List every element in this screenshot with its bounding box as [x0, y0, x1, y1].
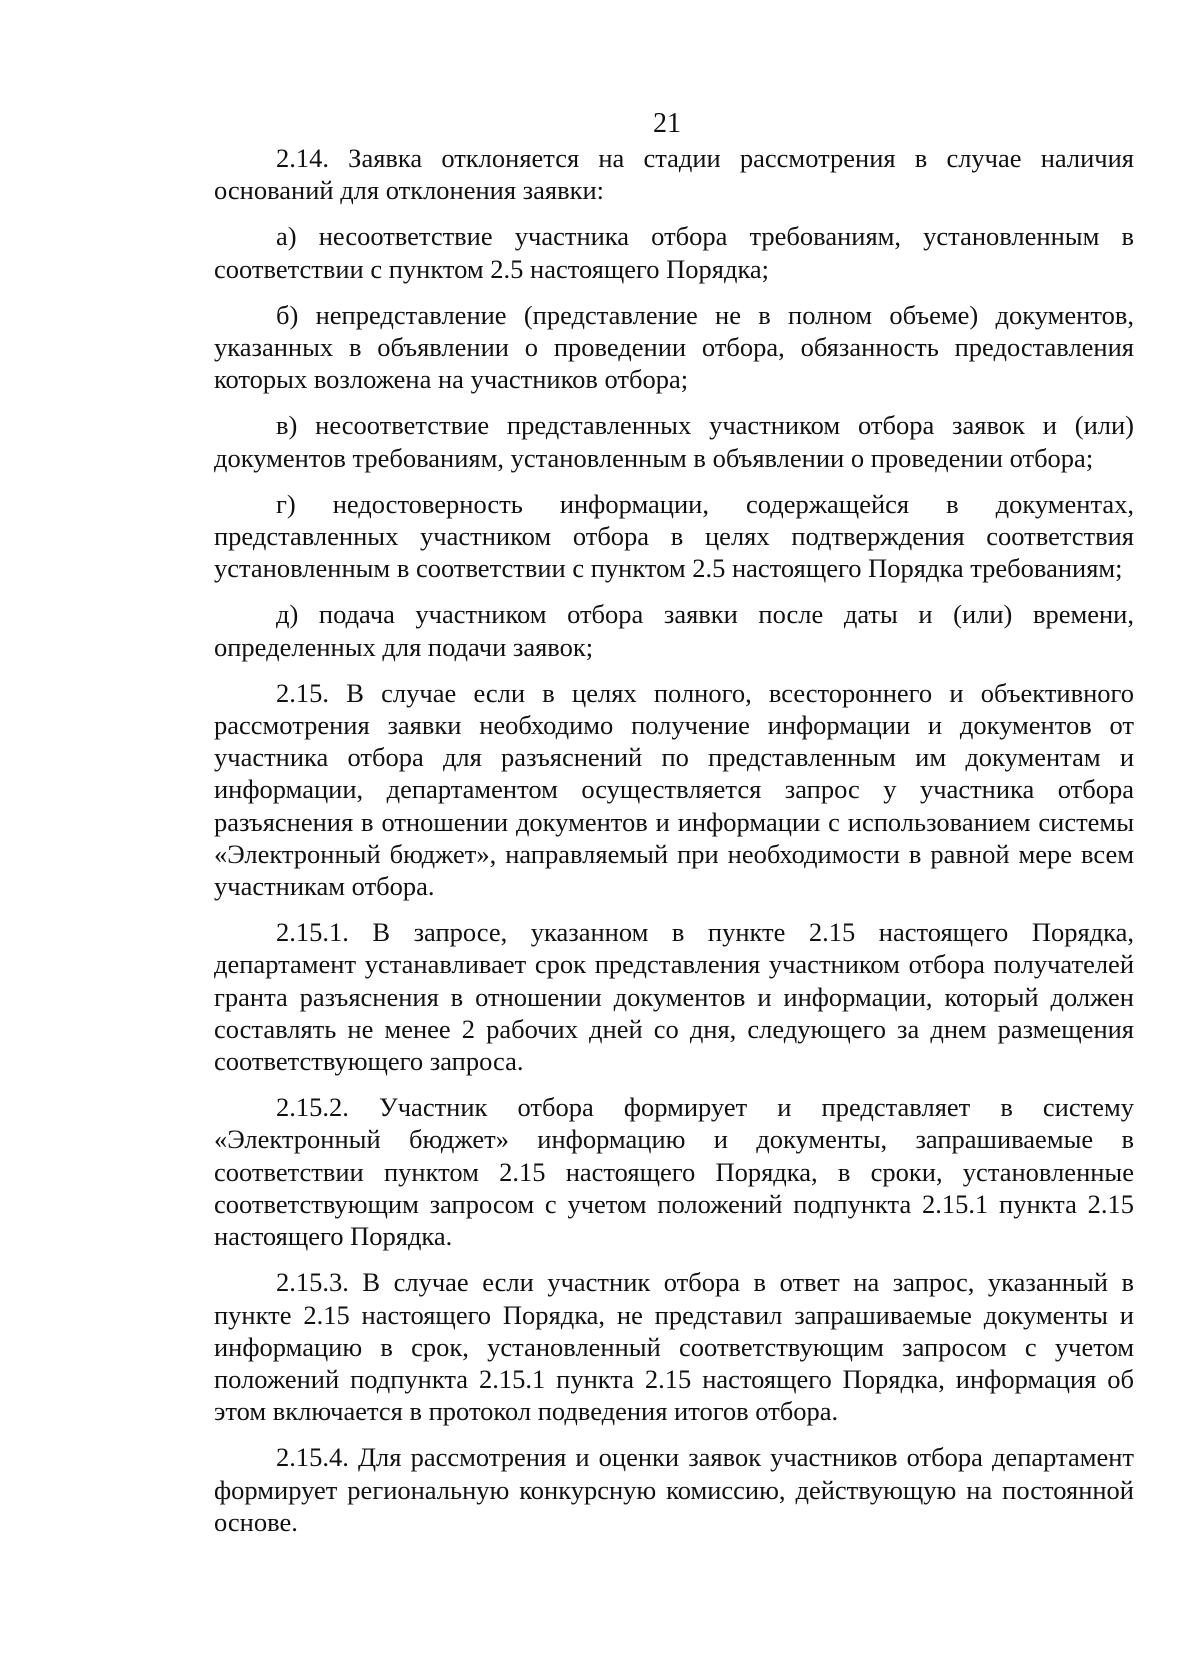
page-number: 21 — [653, 108, 681, 139]
paragraph-item-v: в) несоответствие представленных участником отбора заявок и (или) документов требованиям, установленным в объявлении о проведении отбора; — [214, 410, 1134, 473]
paragraph-2-15-1: 2.15.1. В запросе, указанном в пункте 2.15 настоящего Порядка, департамент устанавливает срок представления участником отбора получателей гранта разъяснения в отношении документов и информации, который должен составлять не менее 2 рабочих дней со дня, следующего за днем размещения соответствующего запроса. — [214, 917, 1134, 1077]
paragraph-item-b: б) непредставление (представление не в полном объеме) документов, указанных в объявлении о проведении отбора, обязанность предоставления которых возложена на участников отбора; — [214, 299, 1134, 395]
paragraph-item-d: д) подача участником отбора заявки после даты и (или) времени, определенных для подачи заявок; — [214, 599, 1134, 662]
paragraph-2-15-2: 2.15.2. Участник отбора формирует и представляет в систему «Электронный бюджет» информацию и документы, запрашиваемые в соответствии пунктом 2.15 настоящего Порядка, в сроки, установленные соответствующим запросом с учетом положений подпункта 2.15.1 пункта 2.15 настоящего Порядка. — [214, 1092, 1134, 1252]
document-body — [214, 142, 1134, 1538]
paragraph-2-14: 2.14. Заявка отклоняется на стадии рассмотрения в случае наличия оснований для отклонения заявки: — [214, 143, 1134, 206]
paragraph-item-g: г) недостоверность информации, содержащейся в документах, представленных участником отбора в целях подтверждения соответствия установленным в соответствии с пунктом 2.5 настоящего Порядка требованиям; — [214, 488, 1134, 584]
paragraph-2-15-3: 2.15.3. В случае если участник отбора в ответ на запрос, указанный в пункте 2.15 настоящего Порядка, не представил запрашиваемые документы и информацию в срок, установленный соответствующим запросом с учетом положений подпункта 2.15.1 пункта 2.15 настоящего Порядка, информация об этом включается в протокол подведения итогов отбора. — [214, 1267, 1134, 1427]
paragraph-item-a: а) несоответствие участника отбора требованиям, установленным в соответствии с пунктом 2.5 настоящего Порядка; — [214, 221, 1134, 284]
paragraph-2-15: 2.15. В случае если в целях полного, всестороннего и объективного рассмотрения заявки необходимо получение информации и документов от участника отбора для разъяснений по представленным им документам и информации, департаментом осуществляется запрос у участника отбора разъяснения в отношении документов и информации с использованием системы «Электронный бюджет», направляемый при необходимости в равной мере всем участникам отбора. — [214, 677, 1134, 902]
paragraph-2-15-4: 2.15.4. Для рассмотрения и оценки заявок участников отбора департамент формирует региональную конкурсную комиссию, действующую на постоянной основе. — [214, 1442, 1134, 1537]
